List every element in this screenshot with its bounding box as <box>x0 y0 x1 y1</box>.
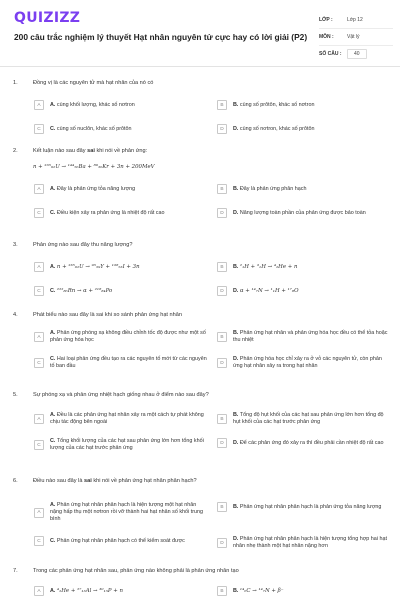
option-key-box: A <box>34 586 44 596</box>
option-label: B. <box>233 587 239 594</box>
question-text: Sự phóng xạ và phản ứng nhiệt hạch giống nhau ở điểm nào sau đây? <box>33 392 209 398</box>
question-number: 4. <box>13 312 18 318</box>
option-text <box>233 330 389 344</box>
option-content: cùng số nơtron, khác số prôtôn <box>239 125 315 132</box>
option-a[interactable] <box>34 412 209 426</box>
option-text <box>50 186 135 193</box>
option-text <box>50 538 185 545</box>
option-content: Tổng khối lượng của các hạt sau phản ứng lớn hơn tổng khối lượng của các hạt trước phản ứng <box>50 438 204 451</box>
question-text-emphasis: sai <box>87 148 95 154</box>
question-text-emphasis: sai <box>84 478 92 484</box>
option-key-box: D <box>217 538 227 548</box>
option-key-box: D <box>217 438 227 448</box>
question-text-part: khi nói về phản ứng: <box>94 148 148 154</box>
option-text <box>233 126 314 133</box>
question-number: 6. <box>13 478 18 484</box>
option-c[interactable] <box>34 536 209 546</box>
option-label: D. <box>233 125 239 132</box>
option-key-box: C <box>34 536 44 546</box>
option-b[interactable] <box>217 412 389 426</box>
option-label: A. <box>50 101 56 108</box>
option-b[interactable] <box>217 502 389 512</box>
option-content: Hai loại phản ứng đều tạo ra các nguyên tố mới từ các nguyên tố ban đầu <box>50 356 207 369</box>
option-key-box: C <box>34 124 44 134</box>
option-formula: α + ¹⁴₇N → ¹₁H + ¹⁷₈O <box>239 287 299 294</box>
option-text <box>50 588 123 595</box>
meta-value-text: Vật lý <box>347 34 360 40</box>
option-key-box: B <box>217 502 227 512</box>
option-content: cùng số nuclôn, khác số prôtôn <box>56 125 132 132</box>
option-text <box>233 588 284 595</box>
option-text <box>50 288 112 295</box>
option-text <box>233 440 383 447</box>
option-key-box: C <box>34 358 44 368</box>
option-label: D. <box>233 356 239 362</box>
option-content: Phản ứng hạt nhân và phản ứng hóa học đều có thể tỏa hoặc thu nhiệt <box>233 330 388 343</box>
option-text <box>50 210 165 217</box>
option-content: Để các phản ứng đó xảy ra thì đều phải cần nhiệt độ rất cao <box>239 439 384 446</box>
option-key-box: A <box>34 184 44 194</box>
question-number: 7. <box>13 568 18 574</box>
meta-value <box>347 17 393 23</box>
option-d[interactable] <box>217 124 389 134</box>
option-content: Năng lượng toàn phần của phản ứng được bảo toàn <box>239 209 366 216</box>
option-key-box: D <box>217 358 227 368</box>
question-number: 5. <box>13 392 18 398</box>
question-number: 3. <box>13 242 18 248</box>
option-text <box>50 356 209 370</box>
option-formula: ²₁H + ³₁H → ⁴₂He + n <box>239 263 298 270</box>
meta-row-class <box>319 12 393 29</box>
logo-text: QUIZIZZ <box>14 10 81 26</box>
reaction-equation: n + ²³⁵₉₂U → ¹⁴⁴₅₆Ba + ⁸⁹₃₆Kr + 3n + 200MeV <box>33 164 155 170</box>
meta-row-subject <box>319 29 393 46</box>
option-formula: ²²²₈₆Rn → α + ²¹⁸₈₄Po <box>56 287 113 294</box>
question-text: Phát biểu nào sau đây là sai khi so sánh phản ứng hạt nhân <box>33 312 182 318</box>
option-a[interactable] <box>34 502 209 523</box>
option-label: B. <box>233 503 239 510</box>
option-content: Phản ứng hạt nhân phân hạch là hiện tượng một hạt nhân nặng hấp thụ một nơtron rồi vỡ thành hai hạt nhân số khối trung bình <box>50 502 204 522</box>
option-text <box>50 502 209 523</box>
question-text: Trong các phản ứng hạt nhân sau, phản ứng nào không phải là phản ứng nhân tạo <box>33 568 239 574</box>
option-content: Phản ứng hạt nhân phân hạch là phản ứng tỏa năng lượng <box>239 503 382 510</box>
option-content: Đều là các phản ứng hạt nhân xảy ra một cách tự phát không chịu tác động bên ngoài <box>50 412 204 425</box>
option-b[interactable] <box>217 100 389 110</box>
option-content: Tổng độ hụt khối của các hạt sau phản ứng lớn hơn tổng độ hụt khối của các hạt trước phản ứng <box>233 412 384 425</box>
option-d[interactable] <box>217 356 389 370</box>
option-content: Phản ứng hạt nhân phân hạch là hiện tượng tổng hợp hai hạt nhân nhẹ thành một hạt nhân nặng hơn <box>233 536 387 549</box>
option-text <box>50 412 209 426</box>
option-label: D. <box>233 209 239 216</box>
option-key-box: B <box>217 184 227 194</box>
option-key-box: A <box>34 414 44 424</box>
question-text-part: Kết luận nào sau đây <box>33 148 88 154</box>
option-label: B. <box>233 185 239 192</box>
option-content: Phản ứng phóng xạ không điều chỉnh tốc độ được như một số phản ứng hóa học <box>50 330 206 343</box>
worksheet-title: 200 câu trắc nghiệm lý thuyết Hạt nhân nguyên tử cực hay có lời giải (P2) <box>14 32 308 42</box>
option-content: cùng số prôtôn, khác số nơtron <box>239 101 315 108</box>
meta-label: SỐ CÂU : <box>319 51 342 57</box>
option-c[interactable] <box>34 208 209 218</box>
option-text <box>233 264 297 271</box>
option-b[interactable] <box>217 330 389 344</box>
meta-row-count <box>319 46 393 62</box>
option-label: C. <box>50 209 56 216</box>
option-label: B. <box>233 412 239 418</box>
option-label: A. <box>50 412 56 418</box>
option-a[interactable] <box>34 262 209 272</box>
question-text-part: khi nói về phản ứng hạt nhân phân hạch? <box>91 478 197 484</box>
question-text: Phản ứng nào sau đây thu năng lượng? <box>33 242 133 248</box>
option-d[interactable] <box>217 208 389 218</box>
meta-panel <box>319 12 393 62</box>
option-key-box: D <box>217 124 227 134</box>
option-key-box: B <box>217 262 227 272</box>
option-text <box>233 288 299 295</box>
option-a[interactable] <box>34 330 209 344</box>
option-text <box>233 186 306 193</box>
quizizz-logo <box>14 10 80 26</box>
option-formula: ¹⁴₆C → ¹⁴₇N + β⁻ <box>239 587 284 594</box>
option-a[interactable] <box>34 586 209 596</box>
option-label: B. <box>233 263 239 270</box>
option-content: Đây là phản ứng tỏa năng lượng <box>56 185 136 192</box>
option-formula: ⁴₂He + ²⁷₁₃Al → ³⁰₁₅P + n <box>56 587 123 594</box>
option-key-box: B <box>217 586 227 596</box>
option-key-box: B <box>217 100 227 110</box>
option-label: B. <box>233 330 239 336</box>
option-label: C. <box>50 438 56 444</box>
option-key-box: C <box>34 286 44 296</box>
option-key-box: C <box>34 440 44 450</box>
question-number: 1. <box>13 80 18 86</box>
worksheet-header <box>0 0 400 67</box>
option-key-box: B <box>217 332 227 342</box>
meta-value <box>347 49 393 59</box>
question-count-box: 40 <box>347 49 367 59</box>
question-text: Đồng vị là các nguyên tử mà hạt nhân của nó có <box>33 80 154 86</box>
option-content: Phản ứng hóa học chỉ xảy ra ở vỏ các nguyên tử, còn phản ứng hạt nhân xảy ra trong hạt nhân <box>233 356 382 369</box>
option-label: C. <box>50 537 56 544</box>
option-text <box>50 264 140 271</box>
option-label: C. <box>50 356 56 362</box>
option-text <box>233 536 389 550</box>
option-c[interactable] <box>34 286 209 296</box>
meta-label: LỚP : <box>319 17 333 23</box>
option-key-box: A <box>34 100 44 110</box>
meta-value-text: Lớp 12 <box>347 17 363 23</box>
option-a[interactable] <box>34 184 209 194</box>
option-key-box: A <box>34 262 44 272</box>
option-label: D. <box>233 439 239 446</box>
option-content: Phản ứng hạt nhân phân hạch có thể kiểm soát được <box>56 537 185 544</box>
option-text <box>233 504 381 511</box>
option-text <box>233 356 389 370</box>
question-text <box>33 478 388 484</box>
question-text-part: Điều nào sau đây là <box>33 478 84 484</box>
option-text <box>50 330 209 344</box>
option-label: D. <box>233 536 239 542</box>
option-content: Đây là phản ứng phân hạch <box>239 185 307 192</box>
question-text <box>33 148 388 154</box>
option-label: A. <box>50 263 56 270</box>
meta-label: MÔN : <box>319 34 334 40</box>
option-content: Điều kiện xảy ra phản ứng là nhiệt độ rất cao <box>56 209 165 216</box>
option-c[interactable] <box>34 124 209 134</box>
option-text <box>233 102 314 109</box>
option-key-box: A <box>34 508 44 518</box>
option-text <box>50 102 135 109</box>
meta-value <box>347 34 393 40</box>
option-b[interactable] <box>217 184 389 194</box>
option-formula: n + ²³⁵₉₂U → ⁹⁵₃₉Y + ¹³⁸₅₃I + 3n <box>56 263 140 270</box>
option-d[interactable] <box>217 286 389 296</box>
option-key-box: A <box>34 332 44 342</box>
option-label: A. <box>50 185 56 192</box>
option-label: C. <box>50 125 56 132</box>
option-label: D. <box>233 287 239 294</box>
option-label: A. <box>50 587 56 594</box>
option-content: cùng khối lượng, khác số nơtron <box>56 101 135 108</box>
option-key-box: D <box>217 286 227 296</box>
option-b[interactable] <box>217 262 389 272</box>
option-key-box: B <box>217 414 227 424</box>
option-label: A. <box>50 330 56 336</box>
option-key-box: D <box>217 208 227 218</box>
option-key-box: C <box>34 208 44 218</box>
question-number: 2. <box>13 148 18 154</box>
option-text <box>50 438 209 452</box>
option-d[interactable] <box>217 438 389 448</box>
option-label: A. <box>50 502 56 508</box>
option-b[interactable] <box>217 586 389 596</box>
option-text <box>233 412 389 426</box>
option-c[interactable] <box>34 438 209 452</box>
option-label: C. <box>50 287 56 294</box>
option-text <box>233 210 366 217</box>
option-a[interactable] <box>34 100 209 110</box>
option-c[interactable] <box>34 356 209 370</box>
option-label: B. <box>233 101 239 108</box>
option-d[interactable] <box>217 536 389 550</box>
option-text <box>50 126 132 133</box>
